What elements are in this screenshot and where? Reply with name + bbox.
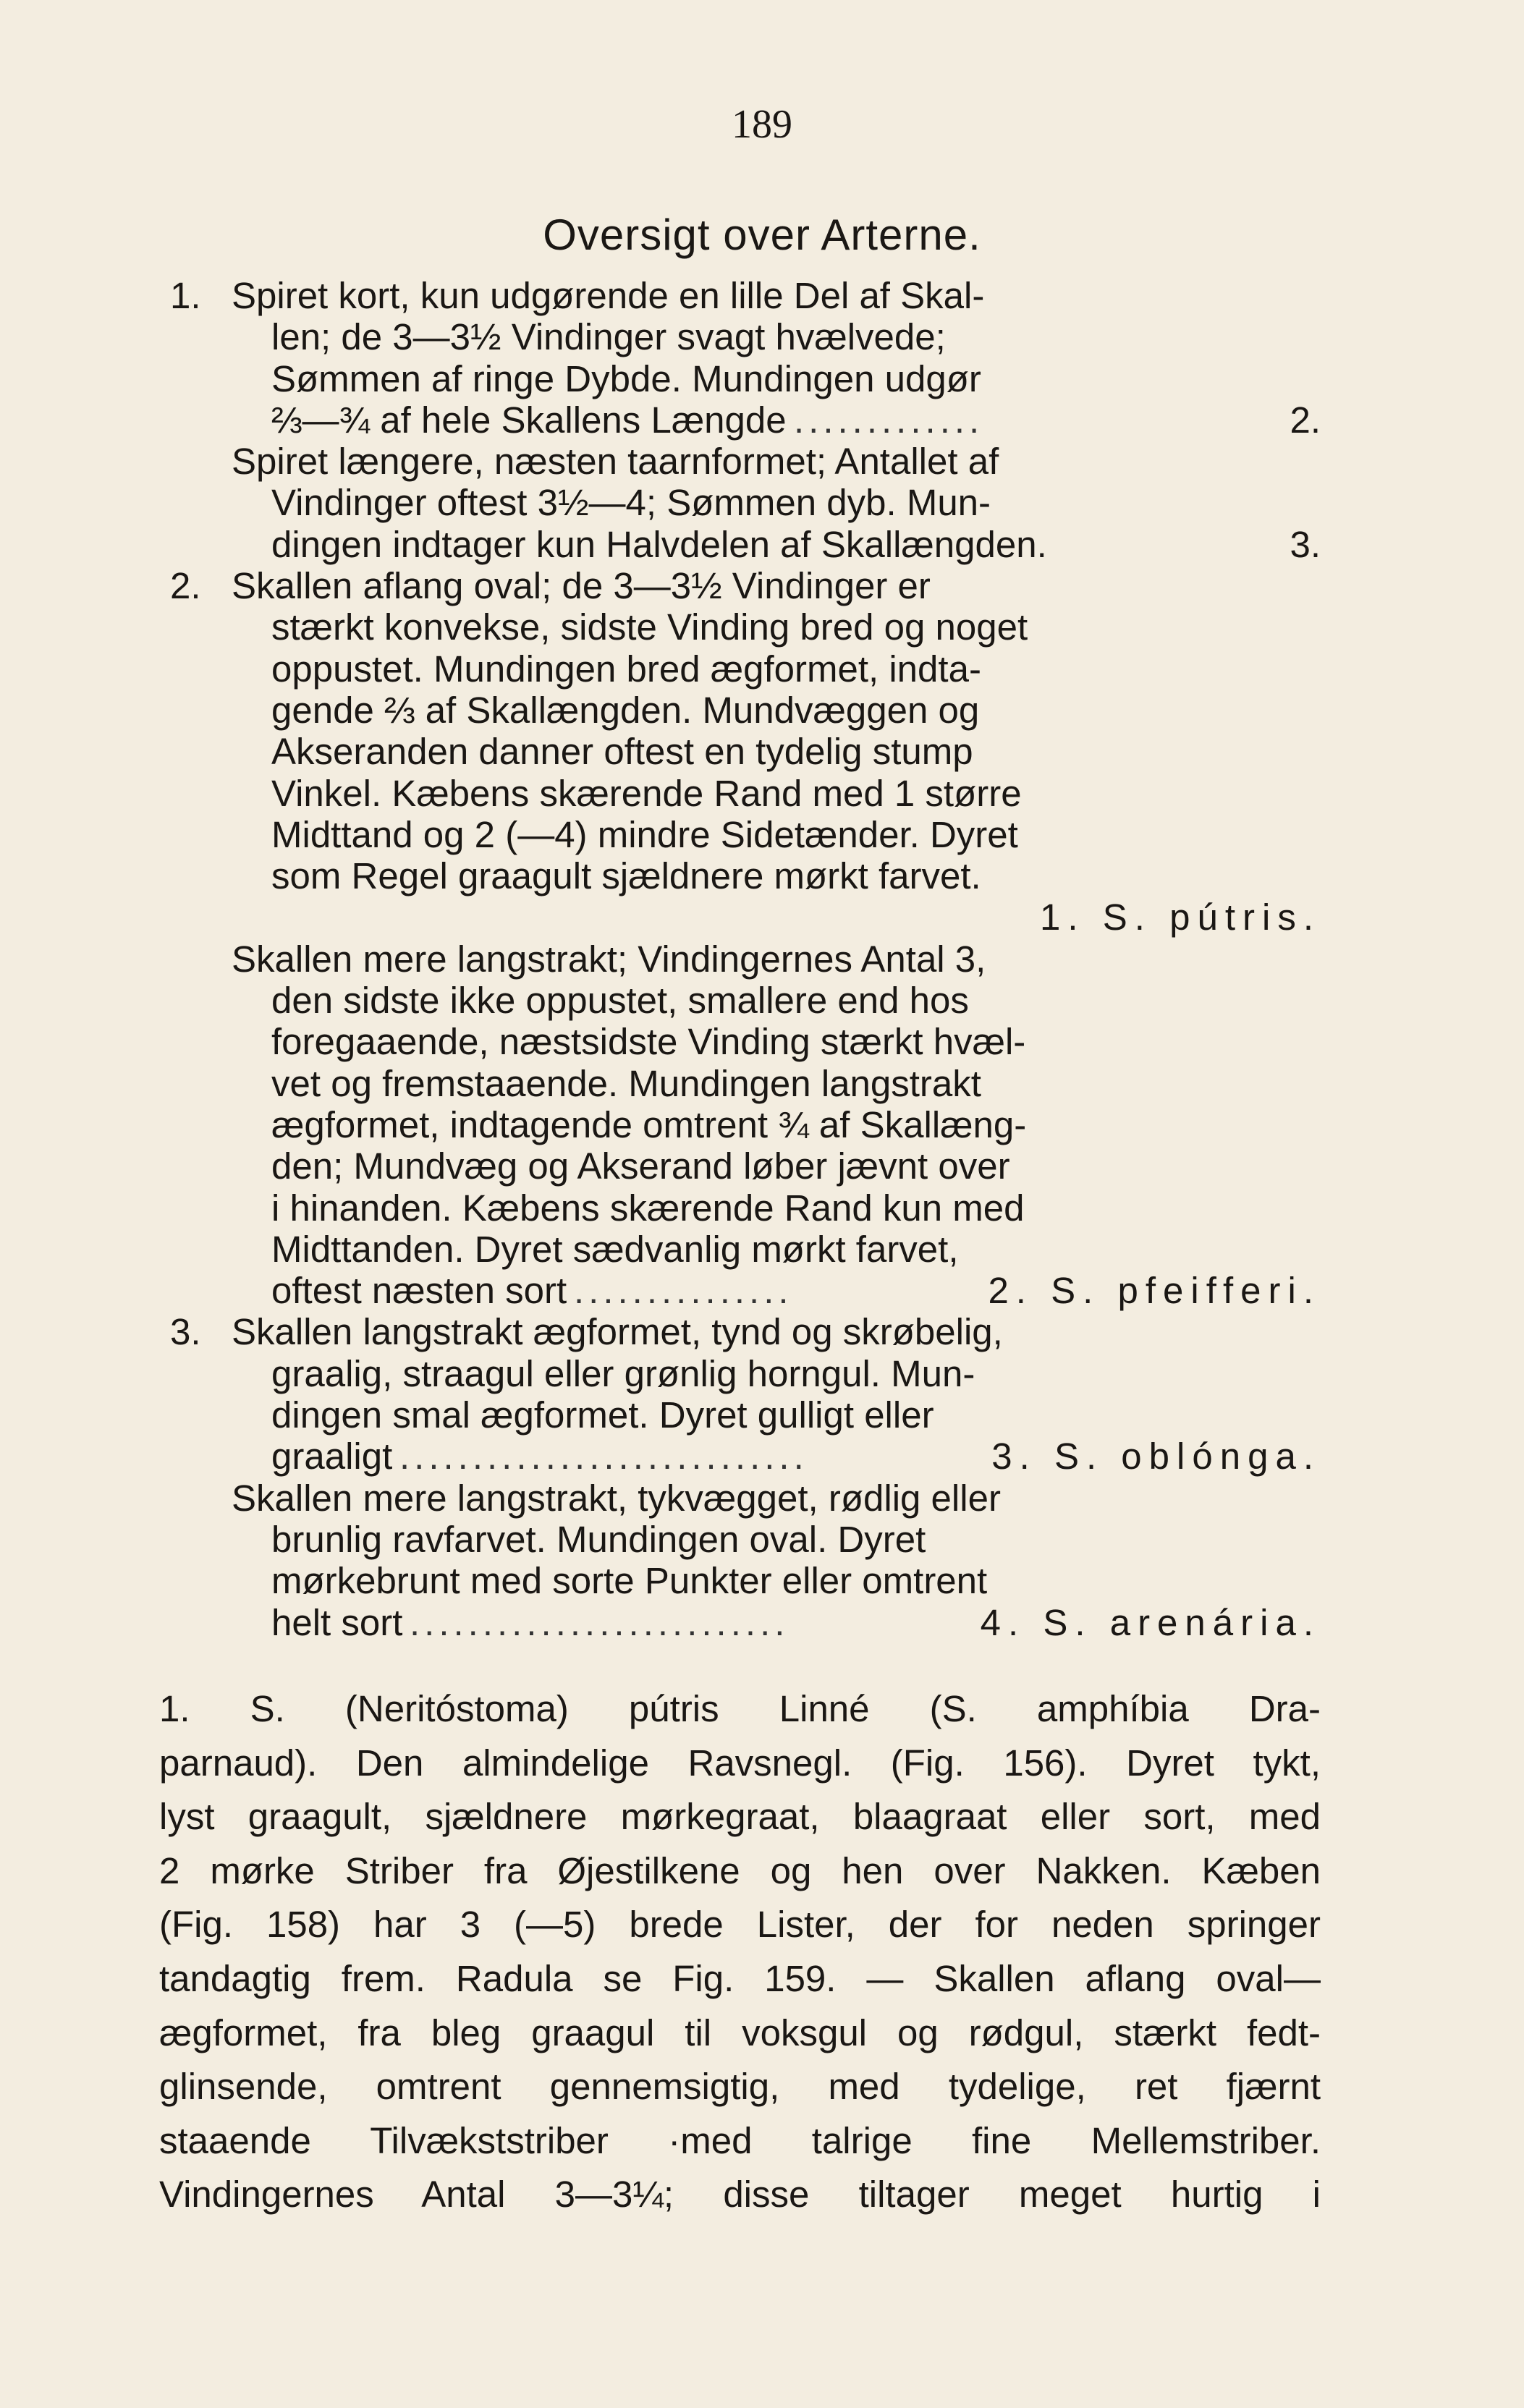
key-line [170, 1021, 1321, 1062]
key-text: Sømmen af ringe Dybde. Mundingen udgør [271, 357, 981, 399]
key-line [170, 731, 1321, 772]
key-text: Skallen mere langstrakt; Vindingernes Antal 3, [232, 938, 986, 980]
leader-dots: ............. [794, 399, 984, 441]
key-line [170, 275, 1321, 316]
key-line [170, 814, 1321, 855]
body-line: glinsende, omtrent gennemsigtig, med tydelige, ret fjærnt [159, 2066, 1321, 2108]
key-line [170, 1519, 1321, 1560]
key-text: som Regel graagult sjældnere mørkt farvet. [271, 855, 981, 897]
key-text: dingen smal ægformet. Dyret gulligt eller [271, 1394, 934, 1436]
page-number: 189 [732, 102, 792, 147]
key-line [170, 980, 1321, 1021]
key-line [170, 482, 1321, 523]
key-text: Vindinger oftest 3½—4; Sømmen dyb. Mun- [271, 482, 991, 524]
key-line [170, 358, 1321, 399]
species-key [170, 275, 1321, 1643]
key-number: 1. [170, 275, 201, 316]
key-line [170, 855, 1321, 896]
key-line [170, 938, 1321, 980]
key-line [170, 773, 1321, 814]
leader-dots: ............... [574, 1270, 793, 1312]
key-text: Akseranden danner oftest en tydelig stump [271, 731, 973, 773]
leader-dots: .......................... [410, 1601, 789, 1643]
body-line: 1. S. (Neritóstoma) pútris Linné (S. amphíbia Dra- [159, 1688, 1321, 1729]
key-text: i hinanden. Kæbens skærende Rand kun med [271, 1187, 1025, 1229]
key-line [170, 1602, 1321, 1643]
key-line [170, 1436, 1321, 1477]
key-line [170, 1063, 1321, 1104]
key-reference: 3. [1290, 523, 1321, 565]
body-line: Vindingernes Antal 3—3¼; disse tiltager meget hurtig i [159, 2174, 1321, 2216]
key-text: Spiret kort, kun udgørende en lille Del af Skal- [232, 275, 985, 316]
key-text: len; de 3—3½ Vindinger svagt hvælvede; [271, 316, 946, 358]
key-reference: 2. [1290, 399, 1321, 441]
key-line [170, 1311, 1321, 1352]
key-line [170, 896, 1321, 938]
key-line [170, 690, 1321, 731]
key-line [170, 606, 1321, 648]
key-text: Vinkel. Kæbens skærende Rand med 1 større [271, 772, 1022, 814]
key-line [170, 1229, 1321, 1270]
key-text: vet og fremstaaende. Mundingen langstrakt [271, 1062, 981, 1104]
key-text: helt sort [271, 1601, 403, 1643]
species-name: 1. S. pútris. [1040, 896, 1321, 938]
key-line [170, 1145, 1321, 1187]
key-text: Midttanden. Dyret sædvanlig mørkt farvet, [271, 1228, 959, 1270]
key-text: den; Mundvæg og Akserand løber jævnt over [271, 1145, 1010, 1187]
key-text: mørkebrunt med sorte Punkter eller omtrent [271, 1560, 988, 1602]
key-text: Midttand og 2 (—4) mindre Sidetænder. Dyret [271, 813, 1018, 855]
key-line [170, 1394, 1321, 1436]
key-text: graaligt [271, 1436, 393, 1478]
key-text: graalig, straagul eller grønlig horngul. Mun- [271, 1352, 975, 1394]
key-text: oftest næsten sort [271, 1270, 567, 1312]
body-line: tandagtig frem. Radula se Fig. 159. — Skallen aflang oval— [159, 1957, 1321, 1999]
leader-dots: ............................ [399, 1436, 808, 1478]
section-heading: Oversigt over Arterne. [543, 211, 981, 259]
key-text: ⅔—¾ af hele Skallens Længde [271, 399, 787, 441]
key-line [170, 524, 1321, 565]
key-text: dingen indtager kun Halvdelen af Skallængden. [271, 523, 1047, 565]
key-line [170, 1478, 1321, 1519]
key-line [170, 399, 1321, 441]
key-line [170, 565, 1321, 606]
key-number: 3. [170, 1311, 201, 1353]
species-name: 3. S. oblónga. [991, 1436, 1321, 1478]
key-line [170, 441, 1321, 482]
species-name: 4. S. arenária. [980, 1601, 1321, 1643]
key-text: Skallen aflang oval; de 3—3½ Vindinger er [232, 565, 931, 607]
key-text: Skallen langstrakt ægformet, tynd og skrøbelig, [232, 1311, 1003, 1353]
body-line: ægformet, fra bleg graagul til voksgul og rødgul, stærkt fedt- [159, 2011, 1321, 2053]
key-line [170, 1353, 1321, 1394]
key-text: brunlig ravfarvet. Mundingen oval. Dyret [271, 1518, 926, 1560]
key-line [170, 1187, 1321, 1229]
key-number: 2. [170, 565, 201, 607]
body-line: 2 mørke Striber fra Øjestilkene og hen over Nakken. Kæben [159, 1849, 1321, 1891]
body-line: (Fig. 158) har 3 (—5) brede Lister, der for neden springer [159, 1904, 1321, 1946]
body-text [159, 1682, 1321, 2222]
key-text: Spiret længere, næsten taarnformet; Antallet af [232, 441, 999, 483]
key-text: gende ⅔ af Skallængden. Mundvæggen og [271, 689, 980, 731]
species-name: 2. S. pfeifferi. [988, 1270, 1321, 1312]
key-line [170, 1270, 1321, 1311]
key-text: oppustet. Mundingen bred ægformet, indta- [271, 648, 981, 690]
key-line [170, 1104, 1321, 1145]
body-line: parnaud). Den almindelige Ravsnegl. (Fig. 156). Dyret tykt, [159, 1742, 1321, 1784]
key-line [170, 316, 1321, 357]
body-line: staaende Tilvækststriber ·med talrige fine Mellemstriber. [159, 2119, 1321, 2161]
key-text: foregaaende, næstsidste Vinding stærkt hvæl- [271, 1021, 1026, 1063]
key-text: stærkt konvekse, sidste Vinding bred og noget [271, 606, 1028, 648]
key-line [170, 648, 1321, 690]
key-text: den sidste ikke oppustet, smallere end hos [271, 980, 969, 1022]
key-text: Skallen mere langstrakt, tykvægget, rødlig eller [232, 1477, 1001, 1519]
key-line [170, 1560, 1321, 1601]
key-text: ægformet, indtagende omtrent ¾ af Skallæng- [271, 1103, 1027, 1145]
body-line: lyst graagult, sjældnere mørkegraat, blaagraat eller sort, med [159, 1796, 1321, 1838]
